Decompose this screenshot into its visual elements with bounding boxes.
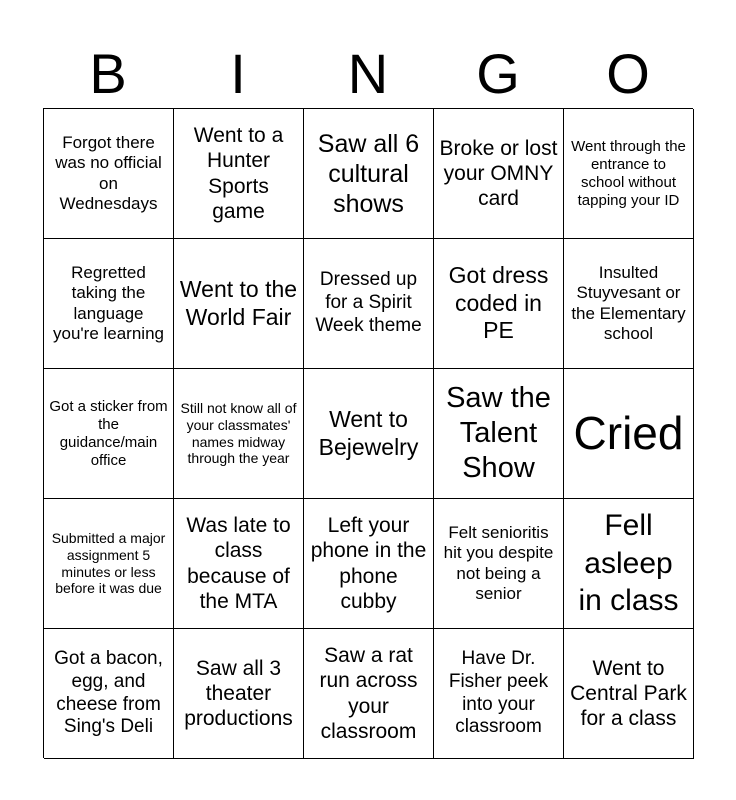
bingo-cell[interactable]: Got a bacon, egg, and cheese from Sing's Deli bbox=[44, 629, 174, 759]
bingo-cell[interactable]: Went through the entrance to school without tapping your ID bbox=[564, 109, 694, 239]
bingo-cell[interactable]: Felt senioritis hit you despite not being a senior bbox=[434, 499, 564, 629]
bingo-cell[interactable]: Saw the Talent Show bbox=[434, 369, 564, 499]
header-letter-i: I bbox=[230, 41, 246, 105]
bingo-cell[interactable]: Fell asleep in class bbox=[564, 499, 694, 629]
bingo-cell[interactable]: Was late to class because of the MTA bbox=[174, 499, 304, 629]
bingo-cell[interactable]: Regretted taking the language you're learning bbox=[44, 239, 174, 369]
bingo-cell[interactable]: Still not know all of your classmates' names midway through the year bbox=[174, 369, 304, 499]
bingo-cell[interactable]: Saw all 3 theater productions bbox=[174, 629, 304, 759]
bingo-cell[interactable]: Went to Bejewelry bbox=[304, 369, 434, 499]
header-letter-g: G bbox=[476, 41, 520, 105]
bingo-cell[interactable]: Dressed up for a Spirit Week theme bbox=[304, 239, 434, 369]
bingo-cell[interactable]: Forgot there was no official on Wednesdays bbox=[44, 109, 174, 239]
bingo-cell[interactable]: Got dress coded in PE bbox=[434, 239, 564, 369]
bingo-cell[interactable]: Went to the World Fair bbox=[174, 239, 304, 369]
bingo-board bbox=[43, 108, 693, 758]
bingo-cell[interactable]: Went to a Hunter Sports game bbox=[174, 109, 304, 239]
header-letter-o: O bbox=[606, 41, 650, 105]
bingo-cell[interactable]: Left your phone in the phone cubby bbox=[304, 499, 434, 629]
bingo-cell[interactable]: Got a sticker from the guidance/main office bbox=[44, 369, 174, 499]
header-letter-b: B bbox=[89, 41, 127, 105]
bingo-cell[interactable]: Submitted a major assignment 5 minutes or less before it was due bbox=[44, 499, 174, 629]
bingo-cell[interactable]: Saw a rat run across your classroom bbox=[304, 629, 434, 759]
bingo-cell[interactable]: Cried bbox=[564, 369, 694, 499]
bingo-cell[interactable]: Insulted Stuyvesant or the Elementary school bbox=[564, 239, 694, 369]
bingo-cell[interactable]: Went to Central Park for a class bbox=[564, 629, 694, 759]
header-letter-n: N bbox=[347, 41, 389, 105]
bingo-header bbox=[43, 38, 693, 108]
bingo-cell[interactable]: Saw all 6 cultural shows bbox=[304, 109, 434, 239]
bingo-cell[interactable]: Broke or lost your OMNY card bbox=[434, 109, 564, 239]
bingo-cell[interactable]: Have Dr. Fisher peek into your classroom bbox=[434, 629, 564, 759]
